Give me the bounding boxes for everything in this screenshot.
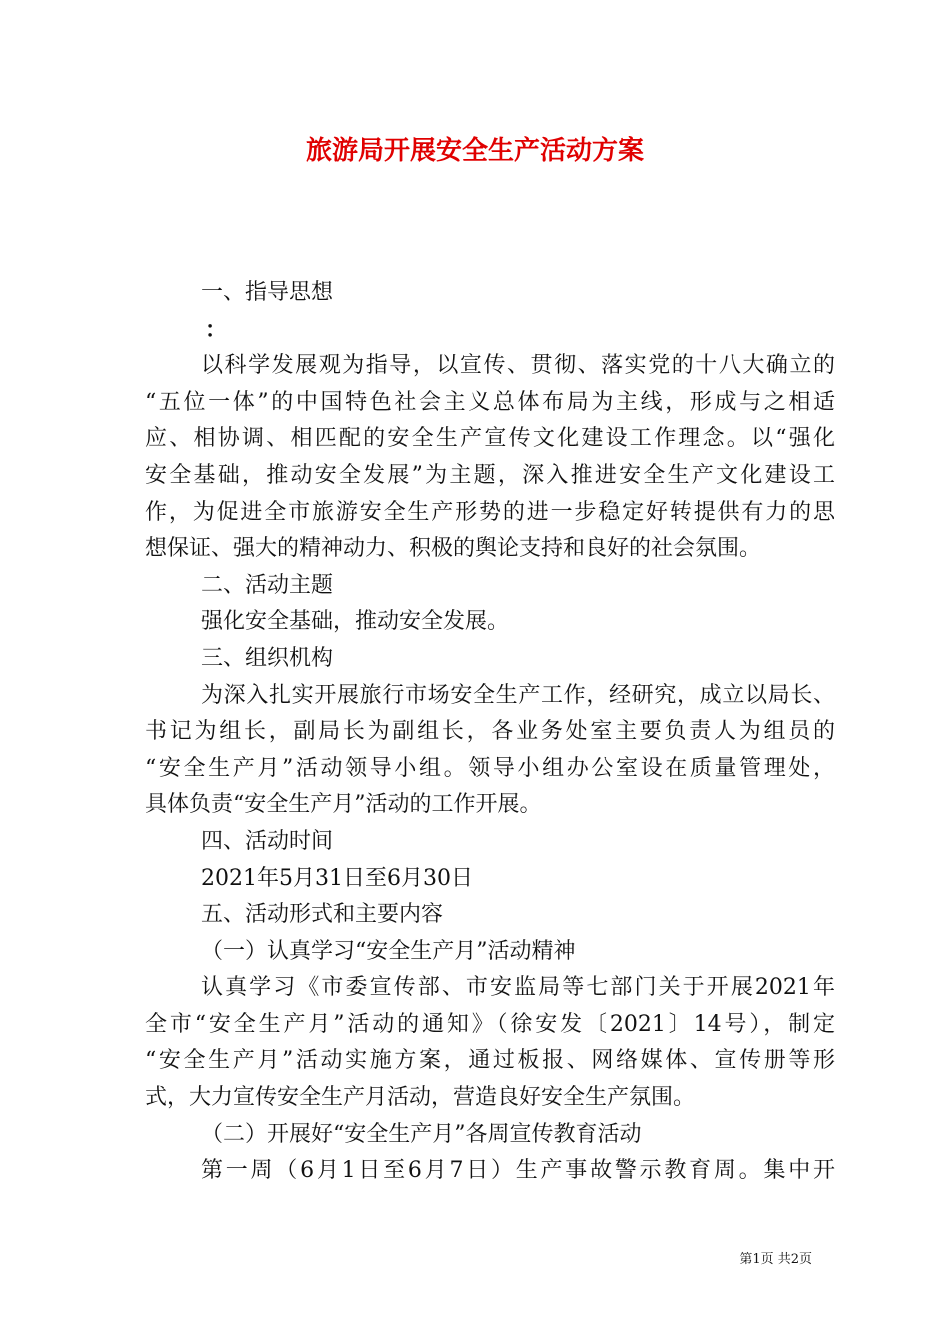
paragraph-line: 书记为组长，副局长为副组长，各业务处室主要负责人为组员的 xyxy=(145,719,835,745)
paragraph-line: 应、相协调、相匹配的安全生产宣传文化建设工作理念。以“强化 xyxy=(145,426,835,452)
section-heading-activity-time: 四、活动时间 xyxy=(201,828,334,854)
page-number-footer: 第1页 共2页 xyxy=(739,1252,812,1267)
paragraph-line: 认真学习《市委宣传部、市安监局等七部门关于开展2021年 xyxy=(201,975,835,1001)
section-heading-activity-theme: 二、活动主题 xyxy=(201,572,334,598)
colon-line: ： xyxy=(205,316,228,343)
paragraph-line: 以科学发展观为指导，以宣传、贯彻、落实党的十八大确立的 xyxy=(201,353,835,379)
paragraph-line: 安全基础，推动安全发展”为主题，深入推进安全生产文化建设工 xyxy=(145,462,835,488)
subsection-heading-1: （一）认真学习“安全生产月”活动精神 xyxy=(201,938,576,964)
paragraph-line: “安全生产月”活动领导小组。领导小组办公室设在质量管理处， xyxy=(145,755,835,781)
section-heading-activity-content: 五、活动形式和主要内容 xyxy=(201,902,444,928)
paragraph-line: 想保证、强大的精神动力、积极的舆论支持和良好的社会氛围。 xyxy=(145,536,762,562)
paragraph-line: 第一周（6月1日至6月7日）生产事故警示教育周。集中开 xyxy=(201,1158,835,1184)
paragraph-line: 为深入扎实开展旅行市场安全生产工作，经研究，成立以局长、 xyxy=(201,682,835,708)
paragraph-line: 全市“安全生产月”活动的通知》（徐安发〔2021〕14号），制定 xyxy=(145,1011,835,1037)
paragraph-line: 具体负责“安全生产月”活动的工作开展。 xyxy=(145,792,542,818)
subsection-heading-2: （二）开展好“安全生产月”各周宣传教育活动 xyxy=(201,1121,642,1147)
paragraph-line: 作，为促进全市旅游安全生产形势的进一步稳定好转提供有力的思 xyxy=(145,499,835,525)
section-heading-organization: 三、组织机构 xyxy=(201,645,334,671)
activity-date-range: 2021年5月31日至6月30日 xyxy=(201,865,473,891)
section-heading-guiding-thought: 一、指导思想 xyxy=(201,280,334,305)
paragraph-line: 强化安全基础，推动安全发展。 xyxy=(201,609,510,635)
paragraph-line: 式，大力宣传安全生产月活动，营造良好安全生产氛围。 xyxy=(145,1085,696,1111)
page-title: 旅游局开展安全生产活动方案 xyxy=(305,136,644,166)
paragraph-line: “五位一体”的中国特色社会主义总体布局为主线，形成与之相适 xyxy=(145,389,835,415)
paragraph-line: “安全生产月”活动实施方案，通过板报、网络媒体、宣传册等形 xyxy=(145,1048,835,1074)
document-body xyxy=(145,275,835,1190)
